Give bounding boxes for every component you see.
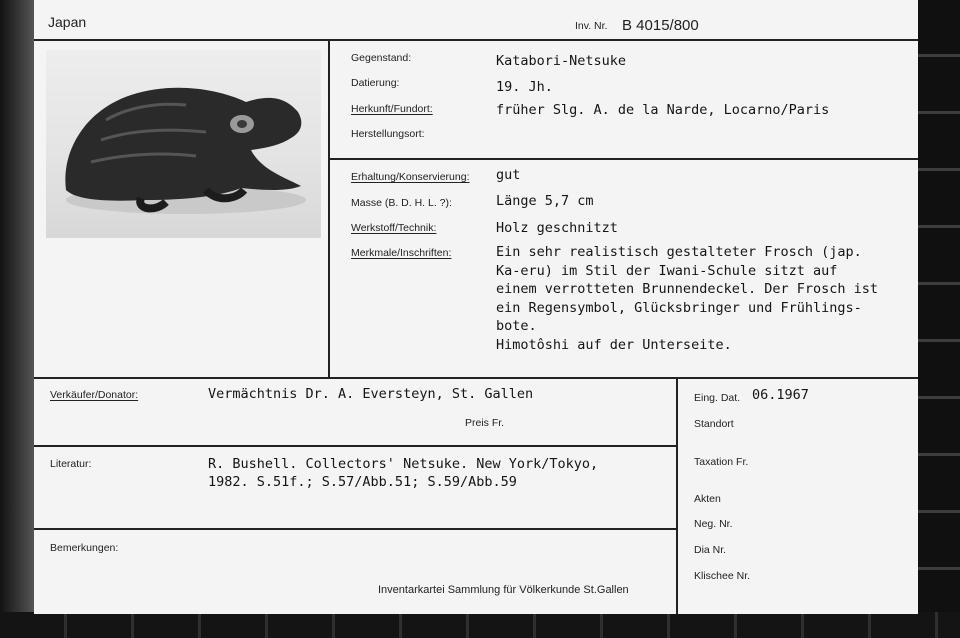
merkmale-text [496, 243, 878, 355]
header-divider [34, 39, 918, 41]
verkaeufer-label [50, 389, 138, 401]
literatur-label: Literatur: [50, 458, 92, 470]
herstellungsort-label: Herstellungsort: [351, 128, 425, 140]
footer-institution: Inventarkartei Sammlung für Völkerkunde St.Gallen [378, 584, 629, 596]
inventory-number-label: Inv. Nr. [575, 20, 608, 32]
dia-nr-label: Dia Nr. [694, 544, 727, 556]
object-section-divider [330, 158, 918, 160]
merkmale-line: Himotôshi auf der Unterseite. [496, 336, 732, 353]
gegenstand-value: Katabori-Netsuke [496, 53, 627, 69]
standort-label: Standort [694, 418, 734, 430]
merkmale-line: Ein sehr realistisch gestalteter Frosch (jap. [496, 244, 862, 260]
acquisition-divider [34, 445, 677, 447]
erhaltung-label: Erhaltung/Konservierung: [351, 171, 470, 183]
photo-column-divider [328, 40, 330, 378]
merkmale-line: ein Regensymbol, Glücksbringer und Frühlings- [496, 299, 862, 316]
datierung-label: Datierung: [351, 77, 400, 89]
taxation-label: Taxation Fr. [694, 456, 749, 468]
netsuke-frog-image [46, 50, 321, 238]
klischee-nr-label: Klischee Nr. [694, 570, 751, 582]
background-bottom-edge [0, 612, 960, 638]
upper-section-divider [34, 377, 918, 379]
neg-nr-label: Neg. Nr. [694, 518, 733, 530]
akten-label: Akten [694, 493, 721, 505]
literatur-line: R. Bushell. Collectors' Netsuke. New York/Tokyo, [208, 456, 599, 472]
literatur-text [208, 455, 598, 491]
merkmale-line: bote. [496, 318, 537, 335]
erhaltung-value: gut [496, 167, 521, 183]
literature-divider [34, 528, 677, 530]
werkstoff-value: Holz geschnitzt [496, 220, 618, 236]
object-photo [46, 50, 321, 238]
gegenstand-label: Gegenstand: [351, 52, 412, 64]
masse-value: Länge 5,7 cm [496, 193, 594, 209]
eing-dat-label: Eing. Dat. [694, 392, 741, 404]
verkaeufer-value: Vermächtnis Dr. A. Eversteyn, St. Gallen [208, 386, 534, 402]
preis-label: Preis Fr. [465, 417, 505, 429]
literatur-line: 1982. S.51f.; S.57/Abb.51; S.59/Abb.59 [208, 474, 517, 490]
background-right-edge [916, 0, 960, 638]
verkaeufer-label-text: Verkäufer/Donator: [50, 389, 139, 401]
merkmale-label: Merkmale/Inschriften: [351, 247, 452, 259]
werkstoff-label: Werkstoff/Technik: [351, 222, 437, 234]
merkmale-line: Ka-eru) im Stil der Iwani-Schule sitzt auf [496, 262, 838, 279]
herkunft-label: Herkunft/Fundort: [351, 103, 433, 115]
bemerkungen-label: Bemerkungen: [50, 542, 119, 554]
merkmale-line: einem verrotteten Brunnendeckel. Der Frosch ist [496, 281, 879, 298]
datierung-value: 19. Jh. [496, 79, 553, 95]
masse-label: Masse (B. D. H. L. ?): [351, 197, 452, 209]
eing-dat-value: 06.1967 [752, 387, 809, 403]
sidebar-divider [676, 378, 678, 614]
inventory-card [34, 0, 918, 614]
herkunft-value: früher Slg. A. de la Narde, Locarno/Paris [496, 102, 830, 118]
background-left-edge [0, 0, 34, 638]
country-label: Japan [48, 14, 87, 30]
inventory-number: B 4015/800 [622, 17, 699, 34]
